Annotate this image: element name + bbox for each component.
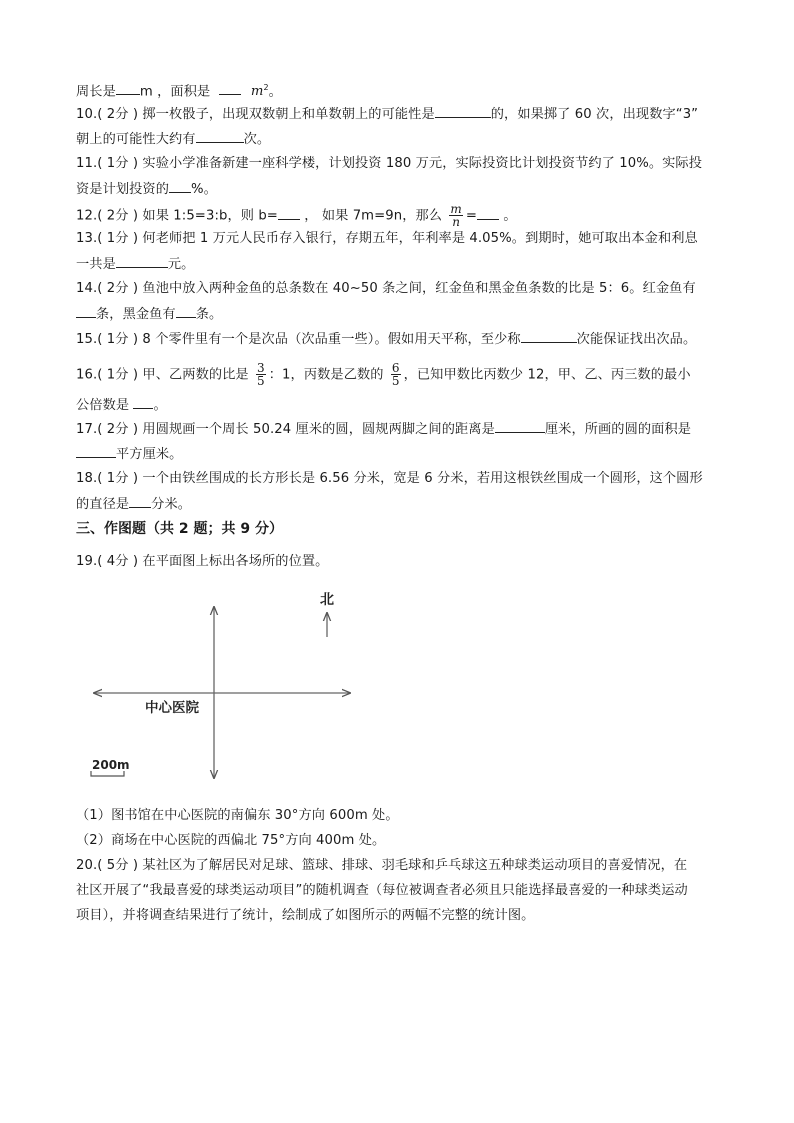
answer-blank[interactable] bbox=[196, 130, 244, 143]
question-14: 14.( 2分 ) 鱼池中放入两种金鱼的总条数在 40~50 条之间，红金鱼和黑金鱼条数的比是 5：6。红金鱼有 bbox=[76, 281, 696, 296]
question-9-tail: 周长是 m ，面积是 $m^2$。 bbox=[76, 83, 282, 100]
question-16-cont: 公倍数是 。 bbox=[76, 398, 167, 413]
question-20-cont-1: 社区开展了“我最喜爱的球类运动项目”的随机调查（每位被调查者必须且只能选择最喜爱的一种球类运动 bbox=[76, 883, 688, 898]
question-11: 11.( 1分 ) 实验小学准备新建一座科学楼，计划投资 180 万元，实际投资比计划投资节约了 10%。实际投 bbox=[76, 156, 703, 171]
center-hospital-label: 中心医院 bbox=[145, 700, 199, 716]
question-17-cont: 平方厘米。 bbox=[76, 445, 726, 464]
answer-blank[interactable] bbox=[278, 207, 300, 220]
answer-blank[interactable] bbox=[76, 305, 96, 318]
question-16: 16.( 1分 ) 甲、乙两数的比是 $\frac{3}{5}$ ：1，丙数是乙数的 $\frac{6}{5}$ ，已知甲数比丙数少 12，甲、乙、丙三数的最小 bbox=[76, 361, 691, 388]
question-10-cont: 朝上的可能性大约有 次。 bbox=[76, 132, 271, 147]
answer-blank[interactable] bbox=[116, 255, 168, 268]
question-10: 10.( 2分 ) 掷一枚骰子，出现双数朝上和单数朝上的可能性是 的，如果掷了 60 次，出现数字“3” bbox=[76, 107, 699, 122]
question-19-part-2: （2）商场在中心医院的西偏北 75°方向 400m 处。 bbox=[76, 833, 386, 848]
answer-blank[interactable] bbox=[219, 82, 241, 95]
question-17: 17.( 2分 ) 用圆规画一个周长 50.24 厘米的圆，圆规两脚之间的距离是 厘米，所画的圆的面积是 bbox=[76, 422, 692, 437]
answer-blank[interactable] bbox=[76, 445, 116, 458]
direction-diagram bbox=[80, 585, 380, 785]
question-19-part-1: （1）图书馆在中心医院的南偏东 30°方向 600m 处。 bbox=[76, 808, 399, 823]
question-13-cont: 一共是 元。 bbox=[76, 257, 195, 272]
question-14-cont: 条，黑金鱼有 条。 bbox=[76, 305, 726, 324]
answer-blank[interactable] bbox=[116, 82, 140, 95]
question-20: 20.( 5分 ) 某社区为了解居民对足球、篮球、排球、羽毛球和乒乓球这五种球类运动项目的喜爱情况，在 bbox=[76, 858, 688, 873]
north-label: 北 bbox=[320, 592, 334, 608]
answer-blank[interactable] bbox=[495, 420, 545, 433]
question-15: 15.( 1分 ) 8 个零件里有一个是次品（次品重一些）。假如用天平称，至少称 次能保证找出次品。 bbox=[76, 332, 697, 347]
answer-blank[interactable] bbox=[133, 396, 153, 409]
answer-blank[interactable] bbox=[435, 105, 491, 118]
question-11-cont: 资是计划投资的 %。 bbox=[76, 182, 217, 197]
question-13: 13.( 1分 ) 何老师把 1 万元人民币存入银行，存期五年，年利率是 4.05%。到期时，她可取出本金和利息 bbox=[76, 231, 698, 246]
scale-label: 200m bbox=[92, 758, 130, 772]
question-12: 12.( 2分 ) 如果 1:5=3:b，则 b= ， 如果 7m=9n，那么 $\frac{m}{n}$ = 。 bbox=[76, 202, 517, 229]
question-19: 19.( 4分 ) 在平面图上标出各场所的位置。 bbox=[76, 554, 329, 569]
question-20-cont-2: 项目），并将调查结果进行了统计，绘制成了如图所示的两幅不完整的统计图。 bbox=[76, 908, 535, 923]
section-heading-drawing: 三、作图题（共 2 题；共 9 分） bbox=[76, 521, 283, 537]
answer-blank[interactable] bbox=[176, 305, 196, 318]
fraction-3-5: $\frac{3}{5}$ bbox=[257, 361, 265, 388]
answer-blank[interactable] bbox=[169, 180, 191, 193]
question-18: 18.( 1分 ) 一个由铁丝围成的长方形长是 6.56 分米，宽是 6 分米，若用这根铁丝围成一个圆形，这个圆形 bbox=[76, 471, 703, 486]
answer-blank[interactable] bbox=[129, 495, 151, 508]
fraction-m-over-n: $\frac{m}{n}$ bbox=[450, 202, 462, 229]
answer-blank[interactable] bbox=[521, 330, 577, 343]
question-18-cont: 的直径是 分米。 bbox=[76, 497, 192, 512]
fraction-6-5: $\frac{6}{5}$ bbox=[391, 361, 400, 388]
answer-blank[interactable] bbox=[477, 207, 499, 220]
